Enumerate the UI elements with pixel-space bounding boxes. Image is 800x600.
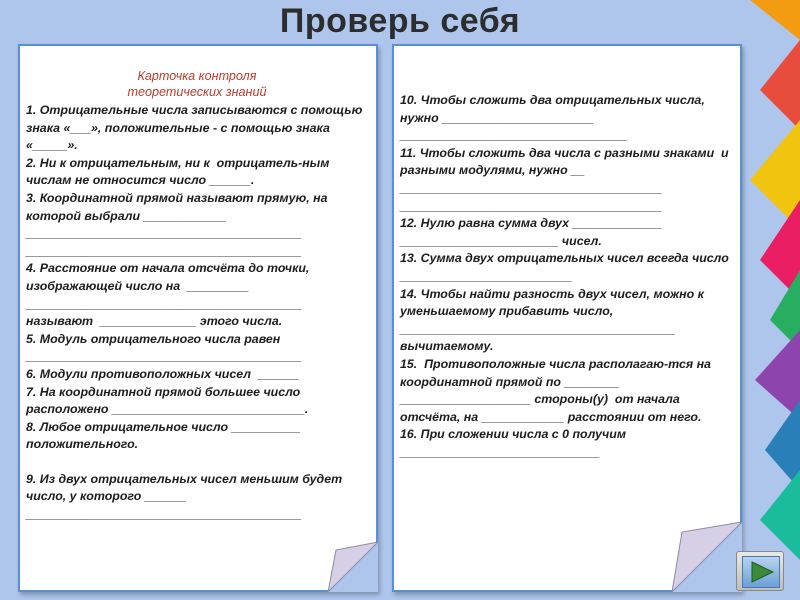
next-slide-frame <box>742 556 780 588</box>
question-line: называют ______________ этого числа. <box>26 314 283 329</box>
question-line: 15. Противоположные числа располагаю-тся на координатной прямой по ________ <box>400 356 715 389</box>
question-line: 2. Ни к отрицательным, ни к отрицатель-ным числам не относится число ______. <box>26 155 333 188</box>
answer-line: ________________________________________ <box>26 296 302 311</box>
spacer-line <box>26 454 368 471</box>
question-line: 7. На координатной прямой большее число расположено ____________________________. <box>26 384 309 417</box>
question-line: 10. Чтобы сложить два отрицательных числа, нужно ______________________ <box>400 93 709 125</box>
next-slide-triangle-icon <box>743 557 779 587</box>
question-line: 5. Модуль отрицательного числа равен <box>26 331 281 346</box>
question-line: 4. Расстояние от начала отсчёта до точки, изображающей число на _________ <box>26 261 313 293</box>
question-line: 8. Любое отрицательное число __________ положительного. <box>26 419 304 452</box>
card-text-right <box>400 92 734 461</box>
question-line: 9. Из двух отрицательных чисел меньшим будет число, у которого ______ <box>26 471 346 504</box>
card-heading-line2: теоретических знаний <box>127 85 267 99</box>
theory-card-left <box>18 44 378 592</box>
theory-card-right <box>392 44 742 592</box>
question-line: 14. Чтобы найти разность двух чисел, можно к уменьшаемому прибавить число, <box>400 286 708 319</box>
question-line: 16. При сложении числа с 0 получим <box>400 427 627 442</box>
answer-line: ________________________________________ <box>26 507 302 522</box>
card-heading <box>26 68 368 100</box>
card-text-left <box>26 68 368 524</box>
answer-line: ________________________________________ <box>26 226 302 241</box>
answer-line: ________________________________________ <box>400 321 676 336</box>
question-line: 13. Сумма двух отрицательных чисел всегда число _________________________ <box>400 251 733 283</box>
question-line: 3. Координатной прямой называют прямую, на которой выбрали ____________ <box>26 190 331 223</box>
answer-line: ______________________________________ <box>400 180 662 195</box>
question-line: вычитаемому. <box>400 339 494 354</box>
question-line: ___________________ стороны(у) от начала отсчёта, на ____________ расстоянии от него. <box>400 392 702 424</box>
question-line: 12. Нулю равна сумма двух _____________ <box>400 216 663 231</box>
answer-line: _____________________________ <box>400 444 600 459</box>
next-slide-button[interactable] <box>736 551 784 591</box>
page-title: Проверь себя <box>279 2 521 40</box>
card-heading-line1: Карточка контроля <box>137 69 257 83</box>
answer-line: ______________________________________ <box>400 198 662 213</box>
page-fold-corner <box>672 522 742 592</box>
page-fold-corner <box>328 542 378 592</box>
answer-line: ________________________________________ <box>26 243 302 258</box>
question-line: 1. Отрицательные числа записываются с помощью знака «___», положительные - с помощью знака «_____». <box>26 103 366 153</box>
answer-line: ________________________________________ <box>26 349 302 364</box>
question-line: 6. Модули противоположных чисел ______ <box>26 366 300 381</box>
question-line: _______________________ чисел. <box>400 233 602 248</box>
question-line: 11. Чтобы сложить два числа с разными знаками и разными модулями, нужно __ <box>400 145 733 178</box>
answer-line: _________________________________ <box>400 128 628 143</box>
